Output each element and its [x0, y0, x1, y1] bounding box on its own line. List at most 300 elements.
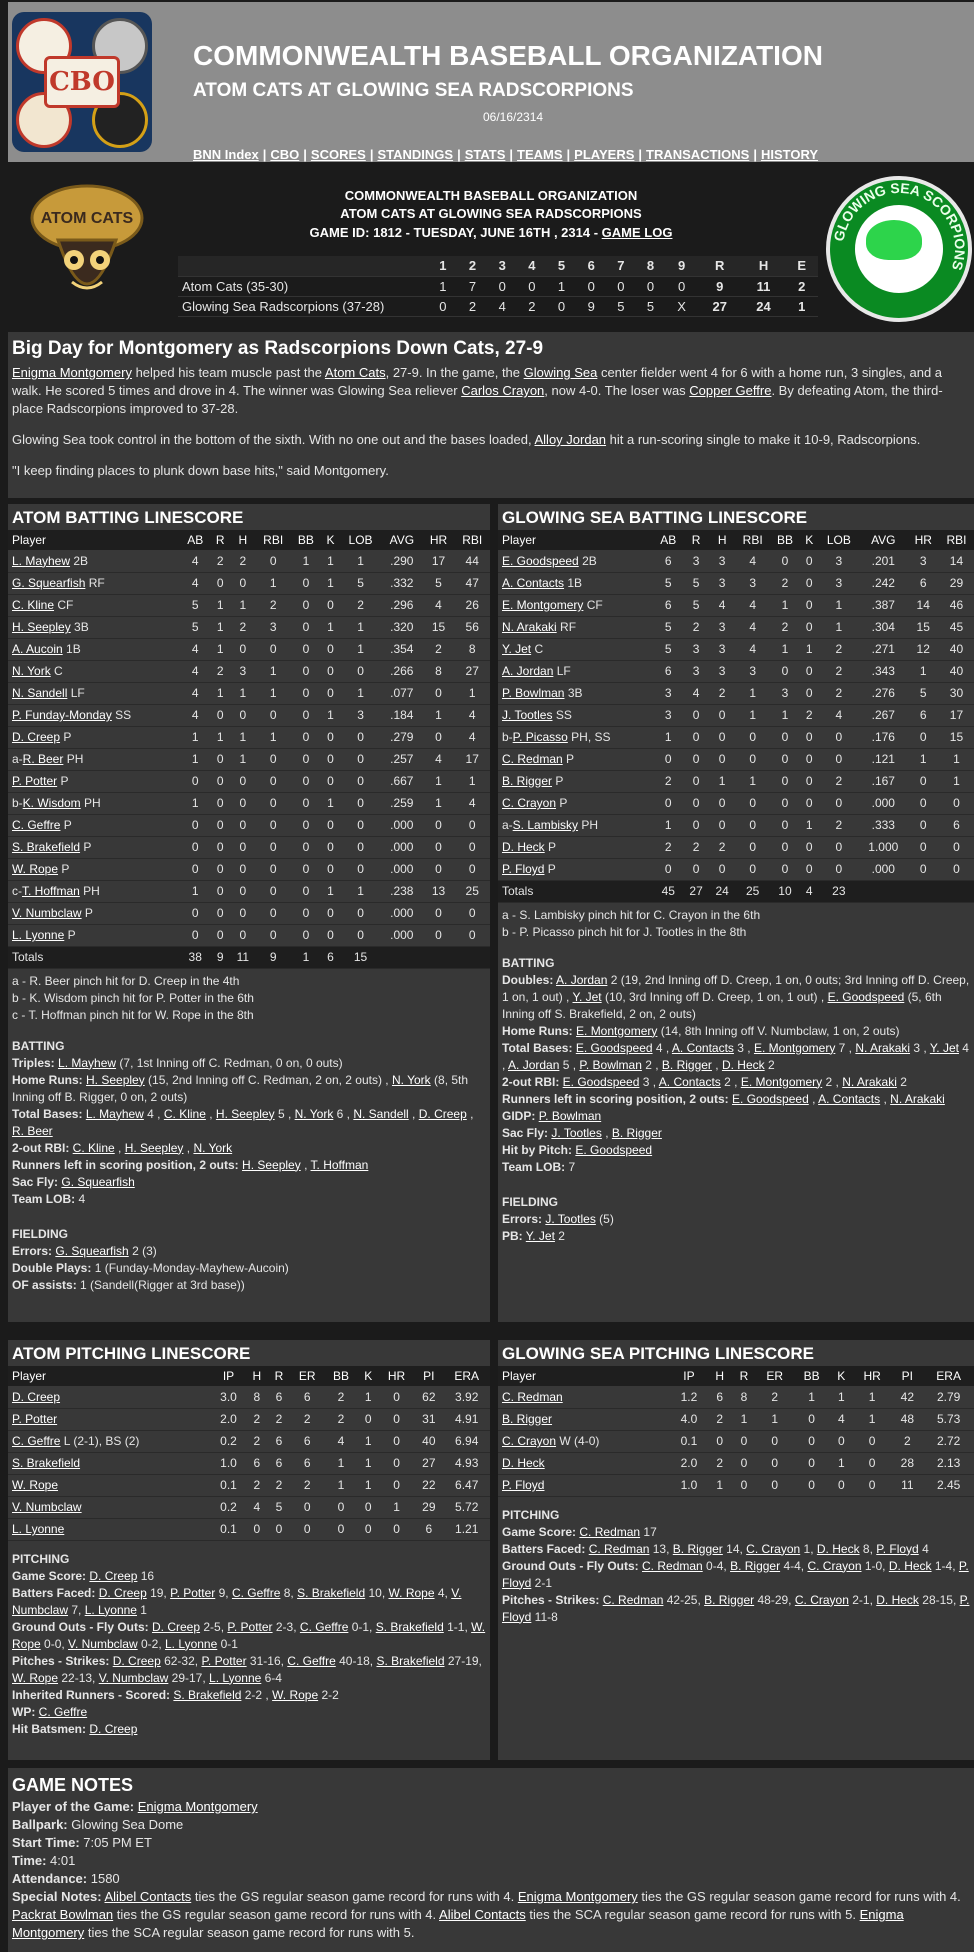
player-link[interactable]: P. Floyd	[502, 1592, 970, 1624]
stat-cell: 2.45	[923, 1474, 974, 1496]
player-link[interactable]: C. Redman	[642, 1558, 703, 1573]
player-link[interactable]: T. Hoffman	[22, 884, 80, 898]
player-link[interactable]: Packrat Bowlman	[12, 1907, 114, 1922]
player-link[interactable]: D. Heck	[502, 1456, 545, 1470]
player-link[interactable]: B. Rigger	[661, 1057, 712, 1072]
stat-cell: 3	[770, 682, 800, 704]
player-link[interactable]: D. Heck	[721, 1057, 765, 1072]
stat-cell: 0	[379, 1386, 414, 1408]
stat-cell: 0	[210, 902, 230, 924]
sub-prefix: a-	[12, 752, 23, 766]
player-link[interactable]: L. Lyonne	[209, 1670, 262, 1685]
player-link[interactable]: P. Bowlman	[538, 1108, 602, 1123]
player-link[interactable]: C. Redman	[579, 1524, 641, 1539]
player-link[interactable]: E. Goodspeed	[732, 1091, 809, 1106]
column-header: R	[210, 530, 230, 550]
player-link[interactable]: C. Redman	[502, 1389, 563, 1404]
recap-text: . By defeating Atom, the third-place Radscorpions improved to 37-28.	[12, 383, 943, 416]
player-link[interactable]: J. Tootles	[551, 1125, 602, 1140]
player-link[interactable]: E. Goodspeed	[502, 553, 579, 568]
player-link[interactable]: B. Rigger	[730, 1558, 781, 1573]
team-link[interactable]: Atom Cats	[324, 365, 386, 380]
team-link[interactable]: Glowing Sea	[523, 365, 598, 380]
player-link[interactable]: V. Numbclaw	[68, 1636, 138, 1651]
player-link[interactable]: B. Rigger	[502, 774, 553, 788]
note-text: 2 ,	[822, 1074, 843, 1089]
player-link[interactable]: Y. Jet	[929, 1040, 959, 1055]
player-link[interactable]: P. Potter	[201, 1653, 247, 1668]
stat-cell: 0	[770, 748, 800, 770]
player-link[interactable]: C. Crayon	[502, 796, 557, 810]
nav-cbo[interactable]: CBO	[270, 147, 300, 162]
note-game-score	[502, 1524, 970, 1541]
player-link[interactable]: C. Crayon	[794, 1592, 849, 1607]
player-link[interactable]: C. Kline	[163, 1106, 206, 1121]
note-text: 7 ,	[835, 1040, 856, 1055]
player-link[interactable]: Enigma Montgomery	[12, 365, 132, 380]
stat-cell: 0	[853, 1474, 892, 1496]
site-title: COMMONWEALTH BASEBALL ORGANIZATION	[193, 40, 823, 71]
stat-cell: 0	[340, 814, 381, 836]
linescore-header-row	[178, 256, 818, 276]
player-link[interactable]: S. Brakefield	[376, 1653, 445, 1668]
stat-cell: 0	[291, 924, 321, 946]
player-link[interactable]: P. Picasso	[512, 730, 568, 744]
player-cell	[8, 660, 180, 682]
player-link[interactable]: Alloy Jordan	[534, 432, 607, 447]
player-link[interactable]: A. Contacts	[502, 576, 565, 590]
stat-cell: 3	[683, 550, 709, 572]
nav-stats[interactable]: STATS	[464, 147, 506, 162]
stat-cell: .077	[381, 682, 423, 704]
recap-text: , 27-9. In the game, the	[385, 365, 524, 380]
player-link[interactable]: L. Lyonne	[12, 1522, 65, 1536]
player-cell	[8, 638, 180, 660]
stat-cell: 1	[800, 638, 819, 660]
note-text: 8,	[280, 1585, 298, 1600]
player-link[interactable]: P. Potter	[170, 1585, 216, 1600]
player-cell	[8, 792, 180, 814]
player-link[interactable]: P. Potter	[12, 1412, 58, 1426]
player-link[interactable]: L. Lyonne	[165, 1636, 218, 1651]
stat-cell: 6	[653, 550, 683, 572]
stat-cell: 40	[414, 1430, 443, 1452]
column-header: K	[358, 1366, 379, 1386]
stat-cell: 0	[290, 1518, 324, 1540]
box-org-title: COMMONWEALTH BASEBALL ORGANIZATION	[344, 188, 638, 203]
note-label: Errors:	[502, 1211, 543, 1226]
stat-cell: 2.0	[211, 1408, 245, 1430]
player-link[interactable]: V. Numbclaw	[12, 906, 82, 920]
column-header: Player	[498, 530, 653, 550]
inning-score: 1	[439, 278, 447, 294]
note-text: 2	[764, 1057, 775, 1072]
player-cell	[498, 726, 653, 748]
player-link[interactable]: P. Floyd	[502, 1478, 545, 1492]
player-link[interactable]: N. Arakaki	[855, 1040, 911, 1055]
note-hit-by-pitch	[502, 1142, 970, 1159]
stat-cell: 2	[423, 638, 455, 660]
player-link[interactable]: Alibel Contacts	[104, 1889, 192, 1904]
stat-cell: 0	[683, 858, 709, 880]
player-link[interactable]: P. Potter	[12, 774, 58, 788]
note-label: WP:	[12, 1704, 36, 1719]
stat-cell: 30	[939, 682, 974, 704]
decision: L (2-1), BS (2)	[60, 1434, 140, 1448]
stat-cell: 6	[653, 660, 683, 682]
gs-batting-panel	[498, 504, 974, 1322]
table-header-row	[8, 530, 490, 550]
player-link[interactable]: D. Creep	[112, 1653, 161, 1668]
stat-cell: 24	[709, 880, 735, 902]
stat-cell: 4	[180, 572, 210, 594]
note-text: 0-2,	[137, 1636, 165, 1651]
player-link[interactable]: E. Goodspeed	[575, 1040, 653, 1055]
note-label: Ground Outs - Fly Outs:	[12, 1619, 149, 1634]
player-link[interactable]: S. Brakefield	[12, 1456, 81, 1470]
stat-cell: 3	[340, 704, 381, 726]
player-link[interactable]: G. Squearfish	[12, 576, 86, 590]
player-link[interactable]: W. Rope	[12, 862, 59, 876]
stat-cell: .343	[859, 660, 907, 682]
stat-cell: 4	[800, 880, 819, 902]
recap-text: center fielder went 4 for 6 with a home run, 3 singles, and a walk. He scored 5 times and drove in 4. The winner was Glowing Sea reliever	[12, 365, 943, 398]
player-link[interactable]: C. Geffre	[38, 1704, 88, 1719]
section-heading: BATTING	[502, 955, 555, 970]
stat-cell: 1	[423, 704, 455, 726]
player-link[interactable]: R. Beer	[12, 1123, 53, 1138]
column-header: BB	[291, 530, 321, 550]
stat-cell: 0	[230, 792, 255, 814]
player-link[interactable]: D. Heck	[876, 1592, 919, 1607]
player-link[interactable]: D. Creep	[12, 730, 61, 744]
stat-cell: 38	[180, 946, 210, 968]
player-link[interactable]: A. Jordan	[556, 972, 608, 987]
player-cell	[498, 748, 653, 770]
recap-text: Glowing Sea took control in the bottom of the sixth. With no one out and the bases loaded,	[12, 432, 535, 447]
stat-cell: 62	[414, 1386, 443, 1408]
nav-history[interactable]: HISTORY	[760, 147, 819, 162]
stat-cell: 0	[819, 836, 859, 858]
totals-row	[8, 946, 490, 968]
player-link[interactable]: C. Crayon	[502, 1434, 557, 1448]
player-link[interactable]: T. Hoffman	[310, 1157, 369, 1172]
player-link[interactable]: Y. Jet	[525, 1228, 555, 1243]
player-link[interactable]: C. Kline	[12, 598, 55, 612]
stat-cell: .121	[859, 748, 907, 770]
player-link[interactable]: W. Rope	[12, 1670, 59, 1685]
player-link[interactable]: J. Tootles	[502, 708, 553, 722]
player-link[interactable]: N. Arakaki	[502, 620, 557, 634]
player-cell	[8, 726, 180, 748]
player-link[interactable]: L. Lyonne	[84, 1602, 137, 1617]
player-link[interactable]: B. Rigger	[502, 1412, 553, 1426]
player-link[interactable]: P. Bowlman	[502, 686, 565, 700]
stat-cell: 4	[454, 704, 490, 726]
player-link[interactable]: S. Brakefield	[173, 1687, 242, 1702]
player-link[interactable]: N. Arakaki	[890, 1091, 945, 1106]
player-link[interactable]: D. Heck	[888, 1558, 932, 1573]
player-link[interactable]: S. Brakefield	[375, 1619, 444, 1634]
stat-cell: 1	[793, 1386, 829, 1408]
player-link[interactable]: N. Sandell	[12, 686, 68, 700]
stat-cell: 4	[683, 682, 709, 704]
player-link[interactable]: L. Mayhew	[58, 1055, 117, 1070]
player-link[interactable]: A. Jordan	[502, 664, 554, 678]
player-link[interactable]: E. Goodspeed	[827, 989, 905, 1004]
player-link[interactable]: L. Lyonne	[12, 928, 65, 942]
player-link[interactable]: B. Rigger	[704, 1592, 755, 1607]
stat-cell: 0	[230, 836, 255, 858]
player-link[interactable]: Enigma Montgomery	[137, 1799, 258, 1814]
player-link[interactable]: W. Rope	[12, 1619, 486, 1651]
player-link[interactable]: Alibel Contacts	[439, 1907, 526, 1922]
stat-cell: 9	[255, 946, 291, 968]
game-log-link[interactable]: GAME LOG	[601, 225, 673, 240]
nav-teams[interactable]: TEAMS	[517, 147, 563, 162]
player-link[interactable]: C. Geffre	[287, 1653, 336, 1668]
player-link[interactable]: V. Numbclaw	[98, 1670, 169, 1685]
player-link[interactable]: C. Redman	[588, 1541, 650, 1556]
player-link[interactable]: Carlos Crayon	[461, 383, 545, 398]
player-link[interactable]: H. Seepley	[215, 1106, 275, 1121]
player-link[interactable]: H. Seepley	[242, 1157, 301, 1172]
player-link[interactable]: P. Floyd	[502, 862, 545, 876]
player-link[interactable]: B. Rigger	[672, 1541, 723, 1556]
player-link[interactable]: C. Kline	[72, 1140, 115, 1155]
stat-cell: 15	[340, 946, 381, 968]
player-link[interactable]: C. Redman	[502, 752, 563, 766]
note-text: ties the GS regular season game record for runs with 4.	[191, 1889, 518, 1904]
player-link[interactable]: A. Contacts	[818, 1091, 881, 1106]
note-label: Triples:	[12, 1055, 55, 1070]
stat-cell: 0	[230, 902, 255, 924]
inning-score: 0	[646, 278, 655, 294]
stat-cell: 0	[230, 858, 255, 880]
player-cell	[8, 924, 180, 946]
stat-cell: 1	[800, 814, 819, 836]
player-link[interactable]: N. Arakaki	[842, 1074, 897, 1089]
stat-cell: 1.0	[211, 1452, 245, 1474]
player-link[interactable]: W. Rope	[272, 1687, 319, 1702]
player-link[interactable]: R. Beer	[22, 752, 64, 766]
stat-cell: 1	[770, 638, 800, 660]
stat-cell: 5	[423, 572, 455, 594]
player-link[interactable]: Y. Jet	[572, 989, 602, 1004]
stat-cell: 4	[709, 594, 735, 616]
stat-cell: 11	[230, 946, 255, 968]
stat-cell: 29	[414, 1496, 443, 1518]
note-ballpark	[12, 1816, 970, 1834]
note-game-score	[12, 1568, 486, 1585]
player-link[interactable]: Enigma Montgomery	[12, 1907, 904, 1940]
player-link[interactable]: E. Goodspeed	[562, 1074, 640, 1089]
stat-cell: 3	[653, 682, 683, 704]
player-link[interactable]: P. Funday-Monday	[12, 708, 112, 722]
player-link[interactable]: D. Creep	[152, 1619, 201, 1634]
player-link[interactable]: A. Aucoin	[12, 642, 63, 656]
footnote: b - P. Picasso pinch hit for J. Tootles in the 8th	[502, 924, 747, 939]
player-link[interactable]: C. Crayon	[807, 1558, 862, 1573]
player-link[interactable]: W. Rope	[12, 1478, 59, 1492]
note-pitches-strikes	[502, 1592, 970, 1626]
game-recap	[8, 332, 974, 498]
player-link[interactable]: K. Wisdom	[22, 796, 81, 810]
player-link[interactable]: N. York	[193, 1140, 233, 1155]
note-text: 62-32,	[160, 1653, 202, 1668]
player-link[interactable]: H. Seepley	[124, 1140, 184, 1155]
player-link[interactable]: C. Geffre	[299, 1619, 349, 1634]
player-link[interactable]: N. York	[294, 1106, 334, 1121]
player-link[interactable]: A. Contacts	[671, 1040, 734, 1055]
stat-cell: 0	[908, 836, 939, 858]
stat-cell: 42	[891, 1386, 923, 1408]
player-link[interactable]: D. Creep	[418, 1106, 467, 1121]
player-link[interactable]: Copper Geffre	[689, 383, 772, 398]
inning-header: 2	[458, 256, 488, 276]
player-link[interactable]: G. Squearfish	[55, 1243, 129, 1258]
player-link[interactable]: L. Mayhew	[85, 1106, 144, 1121]
player-link[interactable]: P. Floyd	[876, 1541, 919, 1556]
stat-cell: 1	[358, 1386, 379, 1408]
stat-cell: 6	[290, 1430, 324, 1452]
nav-transactions[interactable]: TRANSACTIONS	[646, 147, 750, 162]
player-link[interactable]: P. Bowlman	[579, 1057, 642, 1072]
recap-text: , now 4-0. The loser was	[544, 383, 690, 398]
player-link[interactable]: E. Goodspeed	[575, 1142, 653, 1157]
player-link[interactable]: D. Heck	[816, 1541, 860, 1556]
player-link[interactable]: N. York	[391, 1072, 431, 1087]
player-link[interactable]: C. Geffre	[231, 1585, 281, 1600]
stat-cell: 2	[819, 660, 859, 682]
stat-cell: 0	[800, 770, 819, 792]
nav-scores[interactable]: SCORES	[310, 147, 366, 162]
player-link[interactable]: E. Montgomery	[753, 1040, 836, 1055]
runs-total: 9	[716, 278, 724, 294]
note-total-bases	[12, 1106, 486, 1140]
player-link[interactable]: E. Montgomery	[740, 1074, 823, 1089]
player-link[interactable]: C. Crayon	[746, 1541, 801, 1556]
position: P	[64, 928, 76, 942]
player-link[interactable]: A. Jordan	[508, 1057, 560, 1072]
player-link[interactable]: D. Creep	[12, 1389, 61, 1404]
note-label: Home Runs:	[12, 1072, 83, 1087]
glowing-sea-logo[interactable]	[826, 176, 972, 322]
player-link[interactable]: D. Creep	[89, 1568, 138, 1583]
player-link[interactable]: A. Contacts	[658, 1074, 721, 1089]
inning-score: 0	[528, 278, 536, 294]
table-row	[8, 616, 490, 638]
note-text: 8,	[859, 1541, 877, 1556]
player-link[interactable]: W. Rope	[388, 1585, 435, 1600]
note-gidp	[502, 1108, 970, 1125]
player-link[interactable]: C. Redman	[602, 1592, 664, 1607]
note-label: Pitches - Strikes:	[502, 1592, 600, 1607]
stat-cell: 6	[268, 1452, 290, 1474]
note-triples	[12, 1055, 486, 1072]
player-link[interactable]: P. Floyd	[502, 1558, 969, 1590]
player-link[interactable]: G. Squearfish	[61, 1174, 135, 1189]
player-link[interactable]: L. Mayhew	[12, 553, 71, 568]
player-link[interactable]: D. Heck	[502, 840, 545, 854]
note-text: 1-1,	[443, 1619, 472, 1634]
stat-cell: 0	[732, 1452, 756, 1474]
stat-cell: 2	[819, 638, 859, 660]
nav-standings[interactable]: STANDINGS	[377, 147, 454, 162]
atom-pitching-table	[8, 1366, 490, 1541]
player-link[interactable]: E. Montgomery	[576, 1023, 658, 1038]
note-text: 16	[137, 1568, 155, 1583]
stat-cell: 2	[230, 616, 255, 638]
stat-cell: 0.1	[670, 1430, 707, 1452]
player-link[interactable]: S. Brakefield	[12, 840, 81, 854]
player-cell	[8, 550, 180, 572]
player-link[interactable]: Enigma Montgomery	[517, 1889, 638, 1904]
stat-cell: 3.0	[211, 1386, 245, 1408]
player-link[interactable]: P. Potter	[227, 1619, 273, 1634]
atom-batting-table	[8, 530, 490, 969]
stat-cell: 0	[653, 792, 683, 814]
player-link[interactable]: H. Seepley	[86, 1072, 145, 1087]
cbo-logo[interactable]	[12, 12, 152, 152]
player-link[interactable]: D. Creep	[89, 1721, 138, 1736]
stat-cell: 0	[340, 770, 381, 792]
column-header: H	[246, 1366, 268, 1386]
stat-cell: 0	[379, 1452, 414, 1474]
stat-cell: 1	[321, 792, 340, 814]
stat-cell: 1	[321, 572, 340, 594]
player-link[interactable]: N. York	[12, 664, 51, 678]
player-link[interactable]: S. Brakefield	[297, 1585, 366, 1600]
inning-header: 1	[428, 256, 458, 276]
player-link[interactable]: V. Numbclaw	[12, 1585, 462, 1617]
note-text: 1580	[87, 1871, 120, 1886]
position: LF	[67, 686, 85, 700]
note-label: Total Bases:	[12, 1106, 83, 1121]
player-link[interactable]: S. Lambisky	[512, 818, 579, 832]
player-link[interactable]: B. Rigger	[611, 1125, 662, 1140]
stat-cell: 5.72	[443, 1496, 490, 1518]
stat-cell: 14	[908, 594, 939, 616]
stat-cell: 0	[230, 770, 255, 792]
player-cell	[498, 594, 653, 616]
player-link[interactable]: E. Montgomery	[502, 598, 584, 612]
player-link[interactable]: Y. Jet	[502, 642, 532, 656]
player-link[interactable]: H. Seepley	[12, 620, 71, 634]
inning-score: X	[677, 298, 686, 314]
player-link[interactable]: V. Numbclaw	[12, 1500, 82, 1514]
column-header: R	[732, 1366, 756, 1386]
player-link[interactable]: C. Geffre	[12, 1434, 61, 1448]
note-label: Start Time:	[12, 1835, 80, 1850]
stat-cell: 0	[423, 836, 455, 858]
player-link[interactable]: C. Geffre	[12, 818, 61, 832]
stat-cell: 0	[800, 858, 819, 880]
position: CF	[54, 598, 74, 612]
player-link[interactable]: J. Tootles	[545, 1211, 596, 1226]
stat-cell: 4	[180, 682, 210, 704]
inning-score: 5	[646, 298, 655, 314]
player-link[interactable]: D. Creep	[98, 1585, 147, 1600]
column-header: K	[321, 530, 340, 550]
note-text: 10,	[365, 1585, 389, 1600]
stat-cell: 14	[939, 550, 974, 572]
player-link[interactable]: N. Sandell	[353, 1106, 409, 1121]
stat-cell: 2	[268, 1474, 290, 1496]
nav-bnn-index[interactable]: BNN Index	[193, 147, 259, 162]
stat-cell: .266	[381, 660, 423, 682]
nav-players[interactable]: PLAYERS	[574, 147, 635, 162]
